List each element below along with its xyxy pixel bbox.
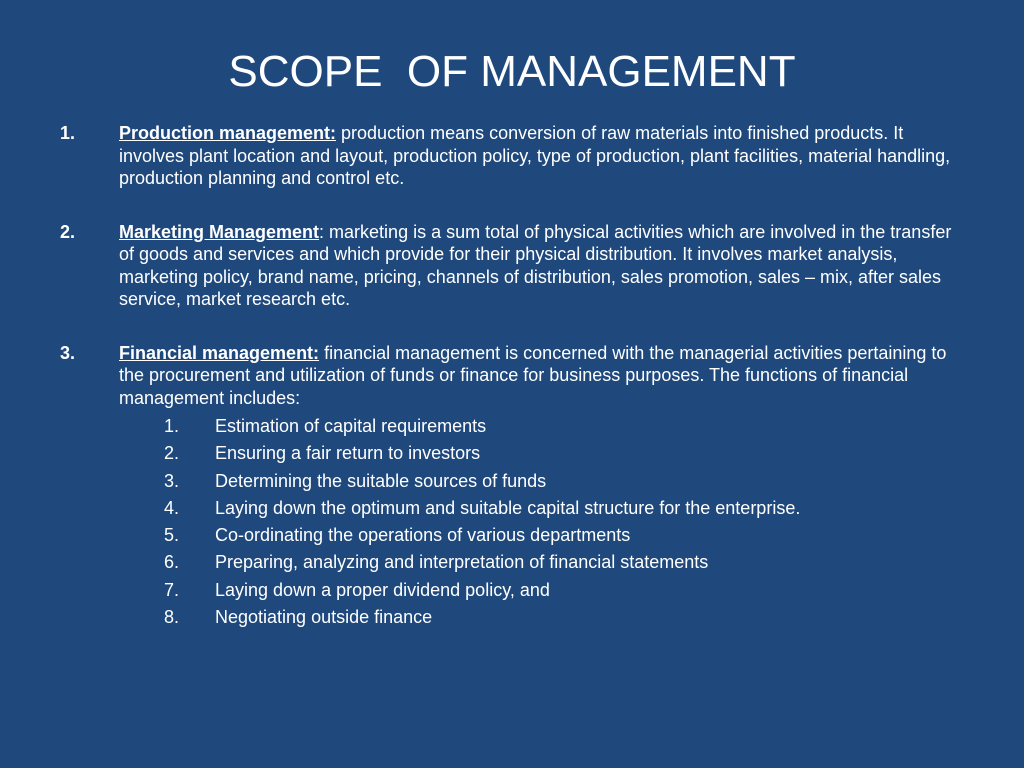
sub-item-number: 7.	[164, 579, 180, 600]
sub-item-text: Laying down the optimum and suitable capital structure for the enterprise.	[215, 497, 801, 518]
item-number: 2.	[60, 221, 76, 242]
sub-item-number: 8.	[164, 607, 180, 628]
sub-item-number: 4.	[164, 497, 180, 518]
sub-list-item	[164, 604, 960, 631]
item-text: : marketing is a sum total of physical activities which are involved in the transfer of goods and services and which provide for their physical distribution. It involves market analysis, marketing policy, brand name, pricing, channels of distribution, sales promotion, sales – mix, after sales service, market research etc.	[119, 221, 952, 309]
sub-list-item	[164, 468, 960, 495]
sub-item-number: 2.	[164, 443, 180, 464]
content-list	[60, 122, 960, 662]
sub-list-item	[164, 577, 960, 604]
sub-item-text: Determining the suitable sources of funds	[215, 470, 547, 491]
sub-item-number: 5.	[164, 525, 180, 546]
sub-item-number: 3.	[164, 470, 180, 491]
list-item-production	[60, 122, 960, 190]
sub-item-text: Negotiating outside finance	[215, 607, 433, 628]
sub-item-text: Laying down a proper dividend policy, and	[215, 579, 550, 600]
sub-list-item	[164, 522, 960, 549]
sub-item-text: Estimation of capital requirements	[215, 416, 487, 436]
list-item-financial	[60, 342, 960, 632]
item-heading: Financial management:	[119, 342, 320, 363]
sub-item-text: Ensuring a fair return to investors	[215, 443, 481, 464]
item-text: production means conversion of raw materials into finished products. It involves plant location and layout, production policy, type of production, plant facilities, material handling, production planning and control etc.	[119, 123, 951, 188]
sub-list-item	[164, 440, 960, 467]
sub-item-text: Preparing, analyzing and interpretation of financial statements	[215, 552, 709, 573]
list-item-marketing	[60, 221, 960, 311]
slide-title: SCOPE OF MANAGEMENT	[228, 47, 796, 96]
sub-item-text: Co-ordinating the operations of various departments	[215, 525, 631, 546]
item-text: financial management is concerned with the managerial activities pertaining to the procurement and utilization of funds or finance for business purposes. The functions of financial management includes:	[119, 342, 947, 408]
sub-list-item	[164, 413, 960, 440]
item-heading: Marketing Management	[119, 221, 320, 242]
sub-list-item	[164, 549, 960, 576]
item-number: 1.	[60, 123, 76, 143]
sub-item-number: 1.	[164, 416, 180, 436]
sub-list-item	[164, 495, 960, 522]
item-number: 3.	[60, 342, 76, 363]
financial-functions-list	[119, 413, 960, 631]
sub-item-number: 6.	[164, 552, 180, 573]
item-heading: Production management:	[119, 123, 337, 143]
